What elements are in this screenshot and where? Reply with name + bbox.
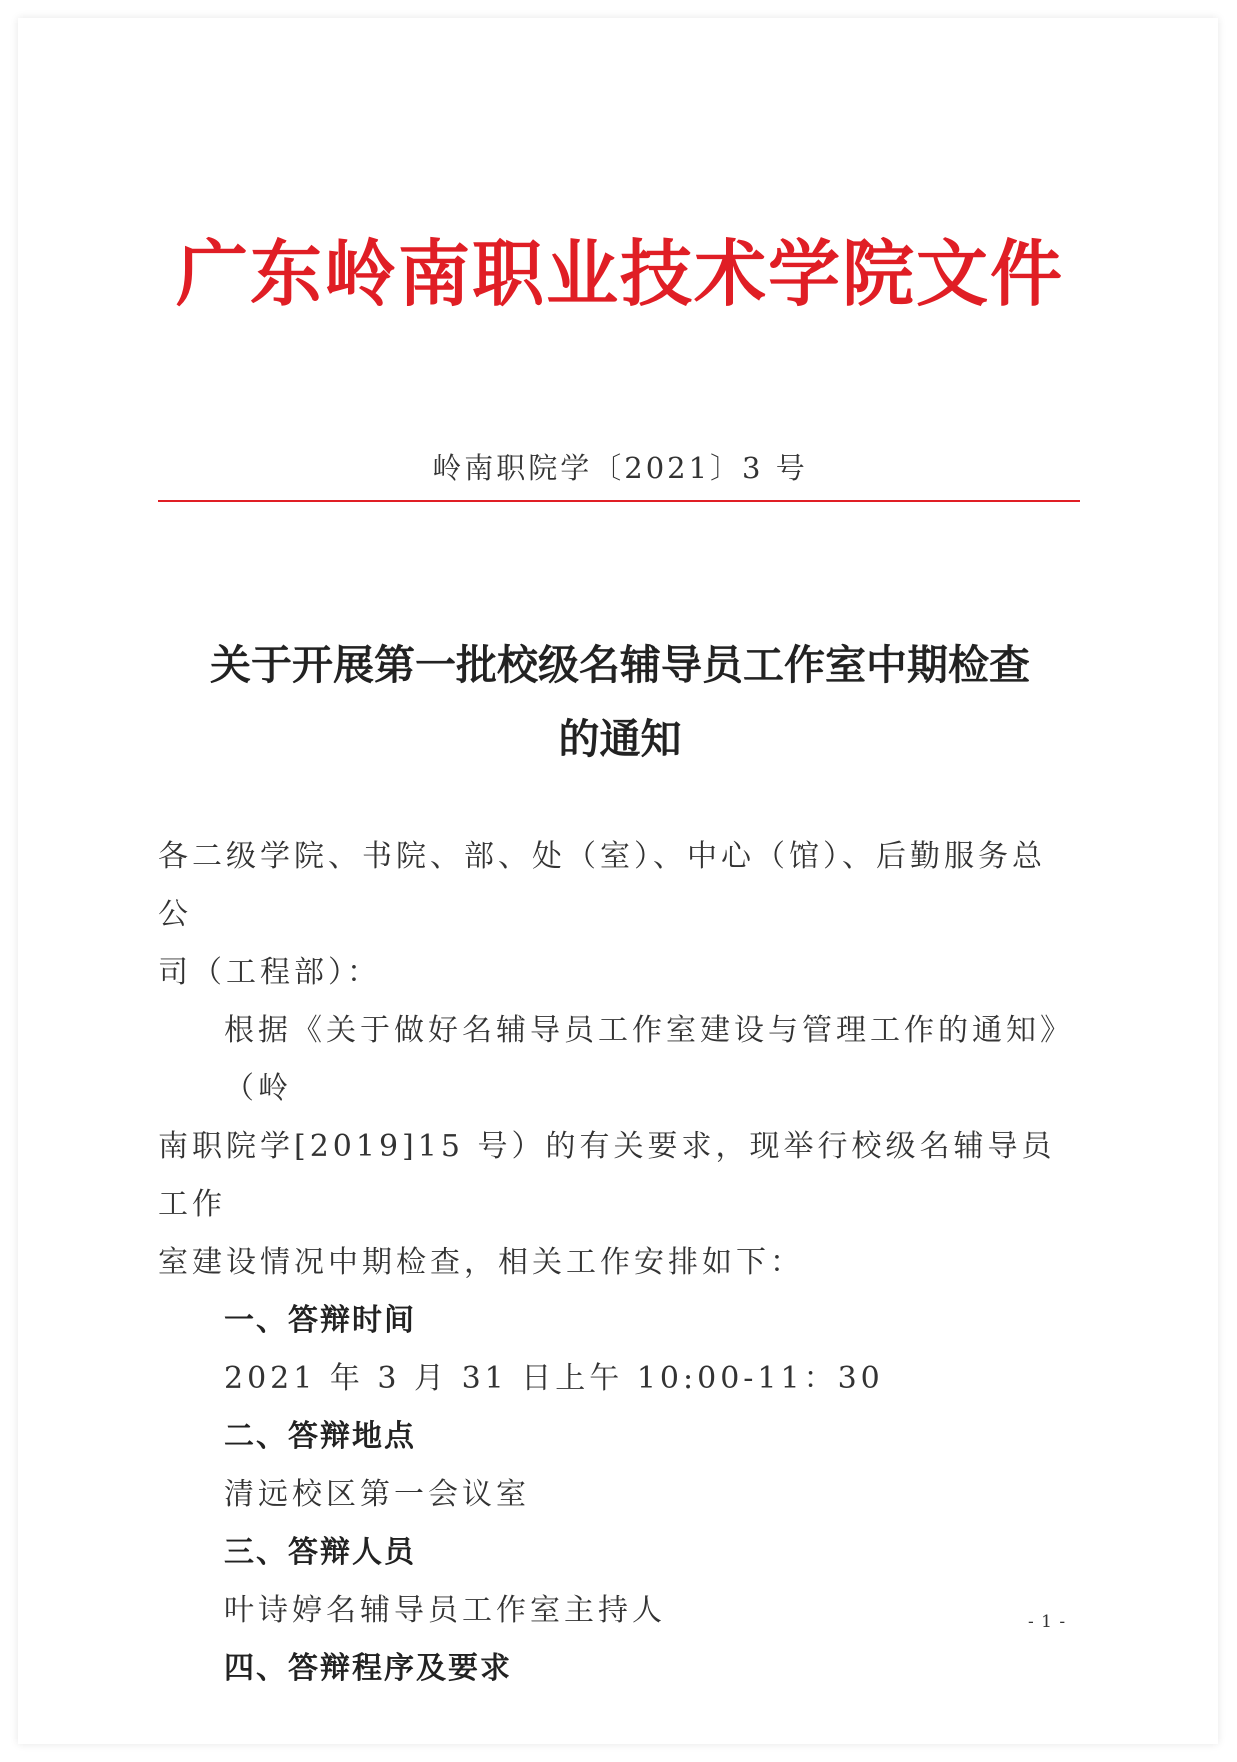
addressee-line-2: 司（工程部）： (158, 955, 381, 990)
section-1-text: 2021 年 3 月 31 日上午 10:00-11：30 (224, 1361, 884, 1396)
section-3-text: 叶诗婷名辅导员工作室主持人 (224, 1593, 666, 1628)
page-number: - 1 - (1028, 1612, 1067, 1632)
section-4-heading: 四、答辩程序及要求 (224, 1651, 512, 1686)
document-number: 岭南职院学〔2021〕3 号 (432, 451, 808, 485)
notice-title (155, 628, 1085, 776)
notice-title-line-2: 的通知 (558, 715, 682, 763)
intro-line-1: 根据《关于做好名辅导员工作室建设与管理工作的通知》（岭 (224, 1013, 1074, 1106)
red-divider-line (158, 500, 1080, 502)
addressee-line-1: 各二级学院、书院、部、处（室）、中心（馆）、后勤服务总公 (158, 839, 1046, 932)
org-document-header: 广东岭南职业技术学院文件 (175, 231, 1064, 316)
intro-line-3: 室建设情况中期检查，相关工作安排如下： (158, 1245, 804, 1280)
section-1-heading: 一、答辩时间 (224, 1303, 416, 1338)
intro-line-2: 南职院学[2019]15 号）的有关要求，现举行校级名辅导员工作 (158, 1129, 1056, 1222)
notice-title-line-1: 关于开展第一批校级名辅导员工作室中期检查 (210, 641, 1030, 689)
notice-body (158, 828, 1078, 1698)
section-3-heading: 三、答辩人员 (224, 1535, 416, 1570)
section-2-heading: 二、答辩地点 (224, 1419, 416, 1454)
section-2-text: 清远校区第一会议室 (224, 1477, 530, 1512)
